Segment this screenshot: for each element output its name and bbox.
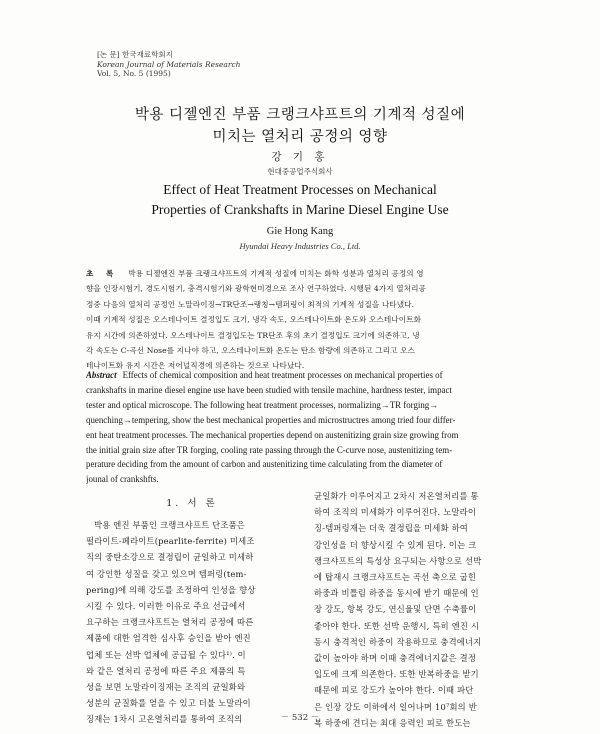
abstract-kr-line: 테나이트화 유지 시간은 저어널직경에 의존하는 것으로 나타났다.	[86, 361, 305, 371]
title-kr-line-2: 미치는 열처리 공정의 영향	[212, 129, 388, 145]
body-line: 은 인장 강도 이하에서 일어나며 10⁷회의 반	[314, 701, 477, 712]
abstract-kr-label: 초 록	[86, 269, 119, 278]
body-line: 좋아야 한다. 또한 선박 운행시, 특히 엔진 시	[314, 620, 480, 631]
abstract-kr-line	[86, 266, 513, 281]
body-line: 성분의 균질화를 얻을 수 있고 더불 노말라이	[86, 698, 251, 709]
abstract-kr	[86, 266, 513, 374]
body-line: 징-템퍼링재는 더욱 결정립을 미세화 하여	[314, 523, 469, 534]
body-line: 에 탑재시 크랭크샤프트는 곡선 축으로 굽힌	[314, 572, 477, 583]
abstract-en-line: ent heat treatment processes. The mechanical properties depend on austenitizing grain size growing from	[86, 429, 459, 440]
body-line: 강인성을 더 향상시킬 수 있게 된다. 이는 크	[314, 539, 477, 550]
body-line: 직의 중탄소강으로 결정립이 균일하고 미세하	[86, 552, 254, 563]
body-line: 때문에 피로 강도가 높아야 한다. 이때 파단	[314, 685, 474, 696]
affiliation-en: Hyundai Heavy Industries Co., Ltd.	[239, 241, 361, 251]
abstract-en-line: jounal of crankshfts.	[86, 474, 159, 485]
body-column-left	[86, 517, 298, 728]
body-line: 동시 충격적인 하중이 작용하므로 충격에너지	[314, 636, 482, 647]
abstract-kr-line: 정중 다음의 열처리 공정인 노말라이징→TR단조→랭칭→템퍼링이 최적의 기계적 성질을 나타냈다.	[86, 299, 415, 309]
body-line: 장 강도, 항복 강도, 연신율및 단면 수축률이	[314, 604, 477, 615]
body-line: 복 하중에 견디는 최대 응력인 피로 한도는	[314, 717, 471, 728]
abstract-en-label: Abstract	[86, 370, 117, 380]
abstract-en-line: quenching→tempering, show the best mechanical properties and microstructres among tried four differ-	[86, 414, 456, 425]
author-en: Gie Hong Kang	[266, 226, 334, 237]
abstract-en	[86, 368, 513, 487]
section-heading-introduction: 1. 서 론	[166, 498, 218, 509]
abstract-kr-line: 이때 기계적 성질은 오스테나이트 결정입도 크기, 냉각 속도, 오스테나이트화 온도와 오스테나이트화	[86, 315, 422, 325]
abstract-kr-line: 유지 시간에 의존하였다. 오스테나이트 결정입도는 TR단조 후의 초기 결정입도 크기에 의존하고, 냉	[86, 330, 420, 340]
abstract-en-line: the initial grain size after TR forging, cooling rate passing through the C-curve nose, austenitizing tem-	[86, 444, 453, 455]
body-line: 업체 또는 선박 업체에 공급될 수 있다¹⁾. 이	[86, 649, 246, 660]
title-en-line-1: Effect of Heat Treatment Processes on Mechanical	[163, 182, 437, 197]
author-kr: 강 기 홍	[271, 151, 329, 163]
title-en-line-2: Properties of Crankshafts in Marine Diesel Engine Use	[151, 202, 449, 217]
body-line: 펄라이트-페라이트(pearlite-ferrite) 미세조	[86, 536, 255, 547]
body-line: pering)에 의해 강도를 조정하여 인성을 향상	[86, 584, 256, 595]
body-line: 요구하는 크랭크샤프트는 열처리 공정에 따른	[86, 617, 254, 628]
journal-volume: Vol. 5, No. 5 (1995)	[97, 69, 171, 78]
body-line: 제품에 대한 엄격한 심사후 승인을 받아 엔진	[86, 633, 251, 644]
body-line: 성을 보면 노말라이징재는 조직의 균일화와	[86, 682, 246, 693]
journal-name-en: Korean Journal of Materials Research	[97, 59, 241, 69]
abstract-en-line: perature deciding from the amount of carbon and austenitizing time calculating from the diameter of	[86, 459, 443, 470]
body-line: 하중과 비틀림 하중을 동시에 받기 때문에 인	[314, 588, 479, 599]
journal-header	[97, 50, 357, 79]
body-column-right	[314, 488, 526, 731]
body-line: 시킬 수 있다. 이러한 이유로 주요 선급에서	[86, 601, 246, 612]
body-line: 균일화가 이루어지고 2차시 저온열처리를 통	[314, 491, 479, 501]
title-kr-line-1: 박용 디젤엔진 부품 크랭크샤프트의 기계적 성질에	[134, 107, 466, 123]
body-line: 징재는 1차시 고온열처리를 통하여 조직의	[86, 714, 243, 725]
abstract-kr-line: 향을 인장시험기, 경도시험기, 충격시험기와 광학현미경으로 조사 연구하였다. 시행된 4가지 열처리공	[86, 284, 426, 294]
body-line: 랭크샤프트의 특성상 요구되는 사항으로 선박	[314, 555, 482, 566]
abstract-en-text: Effects of chemical composition and heat treatment processes on mechanical properties of	[122, 370, 443, 380]
abstract-kr-text: 박용 디젤엔진 부품 크랭크샤프트의 기계적 성질에 미치는 화학 성분과 열처리 공정의 영	[128, 269, 424, 278]
body-line: 박용 엔진 부품인 크랭크샤프트 단조품은	[94, 520, 246, 530]
body-line: 값이 높아야 하며 이때 충격에너지값은 결정	[314, 653, 477, 664]
abstract-en-line: crankshafts in marine diesel engine use have been studied with tensile machine, hardness tester, impact	[86, 384, 452, 395]
body-line: 입도에 크게 의존한다. 또한 반복하중을 받기	[314, 669, 479, 680]
body-line: 와 같은 열처리 공정에 따른 주요 제품의 특	[86, 665, 246, 676]
journal-name-kr: [논 문] 한국재료학회지	[97, 50, 173, 59]
affiliation-kr: 현대중공업주식회사	[267, 167, 333, 176]
abstract-en-line	[86, 368, 513, 383]
body-line: 하여 조직의 미세화가 이루어진다. 노말라이	[314, 507, 477, 518]
body-line: 여 강인한 성질을 갖고 있으며 템퍼링(tem-	[86, 568, 247, 579]
abstract-kr-line: 각 속도는 C-곡선 Nose를 지나야 하고, 오스테나이트화 온도는 탄소 함량에 의존하고 그리고 오스	[86, 346, 415, 356]
abstract-en-line: tester and optical microscope. The following heat treatment processes, normalizing→TR forging→	[86, 399, 439, 410]
page-number: － 532 －	[280, 713, 320, 723]
